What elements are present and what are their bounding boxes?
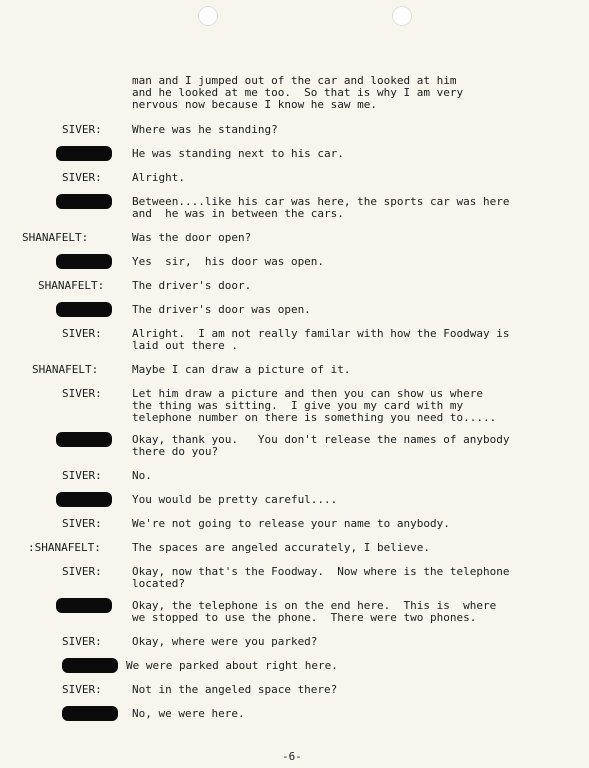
dialogue-line: Okay, where were you parked?: [132, 635, 318, 648]
dialogue-line: Yes sir, his door was open.: [132, 255, 325, 268]
dialogue-line: laid out there .: [132, 339, 238, 352]
opening-line: nervous now because I know he saw me.: [132, 98, 378, 111]
speaker-label: SHANAFELT:: [22, 231, 89, 244]
speaker-label: :SHANAFELT:: [28, 541, 101, 554]
dialogue-line: Okay, thank you. You don't release the names of anybody: [132, 433, 510, 446]
speaker-label: SHANAFELT:: [32, 363, 99, 376]
redaction-block: [56, 194, 112, 209]
redaction-block: [62, 706, 118, 721]
redaction-block: [56, 492, 112, 507]
dialogue-line: The spaces are angeled accurately, I believe.: [132, 541, 431, 554]
speaker-label: SIVER:: [62, 565, 102, 578]
speaker-label: SIVER:: [62, 517, 102, 530]
redaction-block: [56, 146, 112, 161]
punch-hole-left: [198, 6, 218, 26]
dialogue-line: Between....like his car was here, the sports car was here: [132, 195, 510, 208]
dialogue-line: We were parked about right here.: [126, 659, 338, 672]
speaker-label: SIVER:: [62, 327, 102, 340]
dialogue-line: No.: [132, 469, 152, 482]
speaker-label: SIVER:: [62, 683, 102, 696]
dialogue-line: telephone number on there is something you need to.....: [132, 411, 497, 424]
dialogue-line: You would be pretty careful....: [132, 493, 338, 506]
dialogue-line: Okay, the telephone is on the end here. This is where: [132, 599, 497, 612]
dialogue-line: Let him draw a picture and then you can show us where: [132, 387, 483, 400]
speaker-label: SIVER:: [62, 469, 102, 482]
dialogue-line: the thing was sitting. I give you my card with my: [132, 399, 464, 412]
dialogue-line: No, we were here.: [132, 707, 245, 720]
redaction-block: [56, 254, 112, 269]
dialogue-line: located?: [132, 577, 185, 590]
redaction-block: [56, 302, 112, 317]
dialogue-line: Alright.: [132, 171, 185, 184]
dialogue-line: Not in the angeled space there?: [132, 683, 338, 696]
speaker-label: SIVER:: [62, 635, 102, 648]
redaction-block: [56, 432, 112, 447]
dialogue-line: The driver's door was open.: [132, 303, 311, 316]
dialogue-line: Was the door open?: [132, 231, 252, 244]
dialogue-line: there do you?: [132, 445, 219, 458]
speaker-label: SHANAFELT:: [38, 279, 105, 292]
speaker-label: SIVER:: [62, 387, 102, 400]
dialogue-line: and he was in between the cars.: [132, 207, 344, 220]
dialogue-line: Okay, now that's the Foodway. Now where is the telephone: [132, 565, 510, 578]
opening-line: and he looked at me too. So that is why I am very: [132, 86, 464, 99]
punch-hole-right: [392, 6, 412, 26]
dialogue-line: Where was he standing?: [132, 123, 278, 136]
dialogue-line: Maybe I can draw a picture of it.: [132, 363, 351, 376]
dialogue-line: we stopped to use the phone. There were two phones.: [132, 611, 477, 624]
opening-line: man and I jumped out of the car and looked at him: [132, 74, 457, 87]
dialogue-line: The driver's door.: [132, 279, 252, 292]
dialogue-line: He was standing next to his car.: [132, 147, 344, 160]
dialogue-line: Alright. I am not really familar with how the Foodway is: [132, 327, 510, 340]
redaction-block: [56, 598, 112, 613]
speaker-label: SIVER:: [62, 171, 102, 184]
page-number: -6-: [282, 750, 302, 763]
redaction-block: [62, 658, 118, 673]
speaker-label: SIVER:: [62, 123, 102, 136]
dialogue-line: We're not going to release your name to anybody.: [132, 517, 450, 530]
